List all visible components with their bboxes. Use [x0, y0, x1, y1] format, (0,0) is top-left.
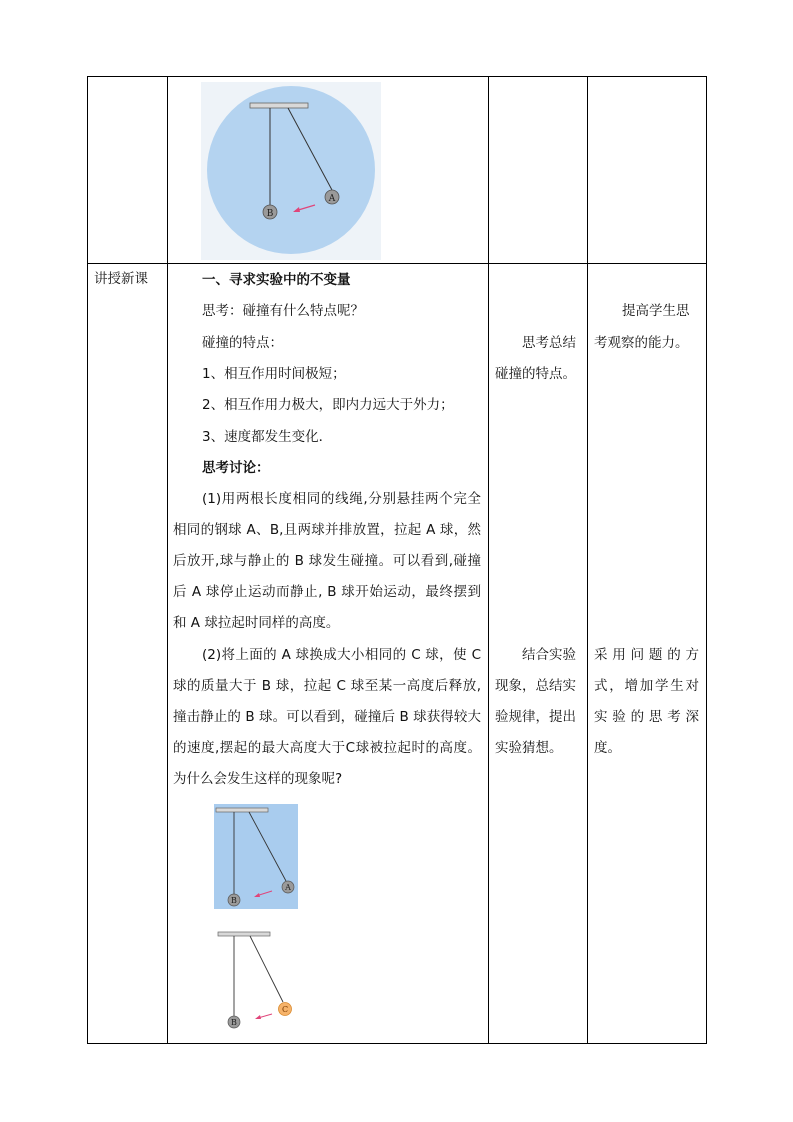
paragraph-1-line: 相同的钢球 A、B,且两球并排放置，拉起 A 球，然 — [173, 522, 481, 538]
design-intent-line: 采用问题的方 — [594, 647, 699, 663]
paragraph-2-line: 撞击静止的 B 球。可以看到，碰撞后 B 球获得较大 — [173, 709, 481, 725]
paragraph-1-line: 后 A 球停止运动而静止, B 球开始运动，最终摆到 — [173, 584, 481, 600]
table-border-left — [87, 76, 88, 1044]
motion-arrow-head — [255, 1015, 261, 1019]
table-border-bottom — [87, 1043, 707, 1044]
figure-square-bg — [214, 804, 298, 909]
student-activity-line: 实验猜想。 — [495, 740, 563, 756]
pendulum-figure-c-ball — [214, 930, 304, 1034]
design-intent-line: 实验的思考深 — [594, 709, 699, 725]
table-border-right — [706, 76, 707, 1044]
string-c — [250, 936, 283, 1002]
paragraph-2-line: (2)将上面的 A 球换成大小相同的 C 球，使 C — [202, 647, 481, 663]
feature-item: 3、速度都发生变化． — [202, 429, 333, 445]
features-title: 碰撞的特点： — [202, 335, 283, 351]
paragraph-2-line: 的速度,摆起的最大高度大于C球被拉起时的高度。 — [173, 740, 481, 756]
feature-item: 2、相互作用力极大，即内力远大于外力； — [202, 397, 454, 413]
ball-a-label: A — [328, 194, 336, 204]
student-activity-line: 碰撞的特点。 — [495, 366, 576, 382]
ball-c-label: C — [281, 1005, 289, 1014]
figure-circle-bg — [207, 86, 375, 254]
student-activity-line: 结合实验 — [522, 647, 576, 663]
paragraph-1-line: 和 A 球拉起时同样的高度。 — [173, 615, 340, 631]
paragraph-2-line: 球的质量大于 B 球，拉起 C 球至某一高度后释放, — [173, 678, 481, 694]
think-question: 思考：碰撞有什么特点呢？ — [202, 303, 364, 319]
paragraph-1-line: (1)用两根长度相同的线绳,分别悬挂两个完全 — [202, 491, 481, 507]
pendulum-support-bar — [218, 932, 270, 936]
student-activity-line: 现象，总结实 — [495, 678, 576, 694]
table-row-divider — [87, 263, 707, 264]
feature-item: 1、相互作用时间极短； — [202, 366, 346, 382]
design-intent-line: 度。 — [594, 740, 621, 756]
section-heading: 一、寻求实验中的不变量 — [202, 272, 351, 288]
design-intent-line: 式，增加学生对 — [594, 678, 699, 694]
pendulum-support-bar — [216, 808, 268, 812]
pendulum-figure-circle — [201, 82, 381, 260]
design-intent-line: 提高学生思 — [622, 303, 690, 319]
design-intent-line: 考观察的能力。 — [594, 335, 689, 351]
table-col-divider-3 — [587, 76, 588, 1044]
ball-a-label: A — [285, 883, 291, 892]
table-col-divider-1 — [167, 76, 168, 1044]
ball-b-label: B — [231, 896, 237, 905]
pendulum-figure-square — [214, 804, 298, 909]
discussion-title: 思考讨论： — [202, 460, 270, 476]
row-label: 讲授新课 — [94, 271, 148, 287]
paragraph-1-line: 后放开,球与静止的 B 球发生碰撞。可以看到,碰撞 — [173, 553, 481, 569]
ball-b-label: B — [231, 1018, 237, 1027]
ball-b-label: B — [266, 209, 274, 219]
student-activity-line: 验规律，提出 — [495, 709, 576, 725]
paragraph-2-line: 为什么会发生这样的现象呢? — [173, 771, 343, 787]
student-activity-line: 思考总结 — [522, 335, 576, 351]
table-border-top — [87, 76, 707, 77]
pendulum-support-bar — [250, 103, 308, 108]
table-col-divider-2 — [488, 76, 489, 1044]
